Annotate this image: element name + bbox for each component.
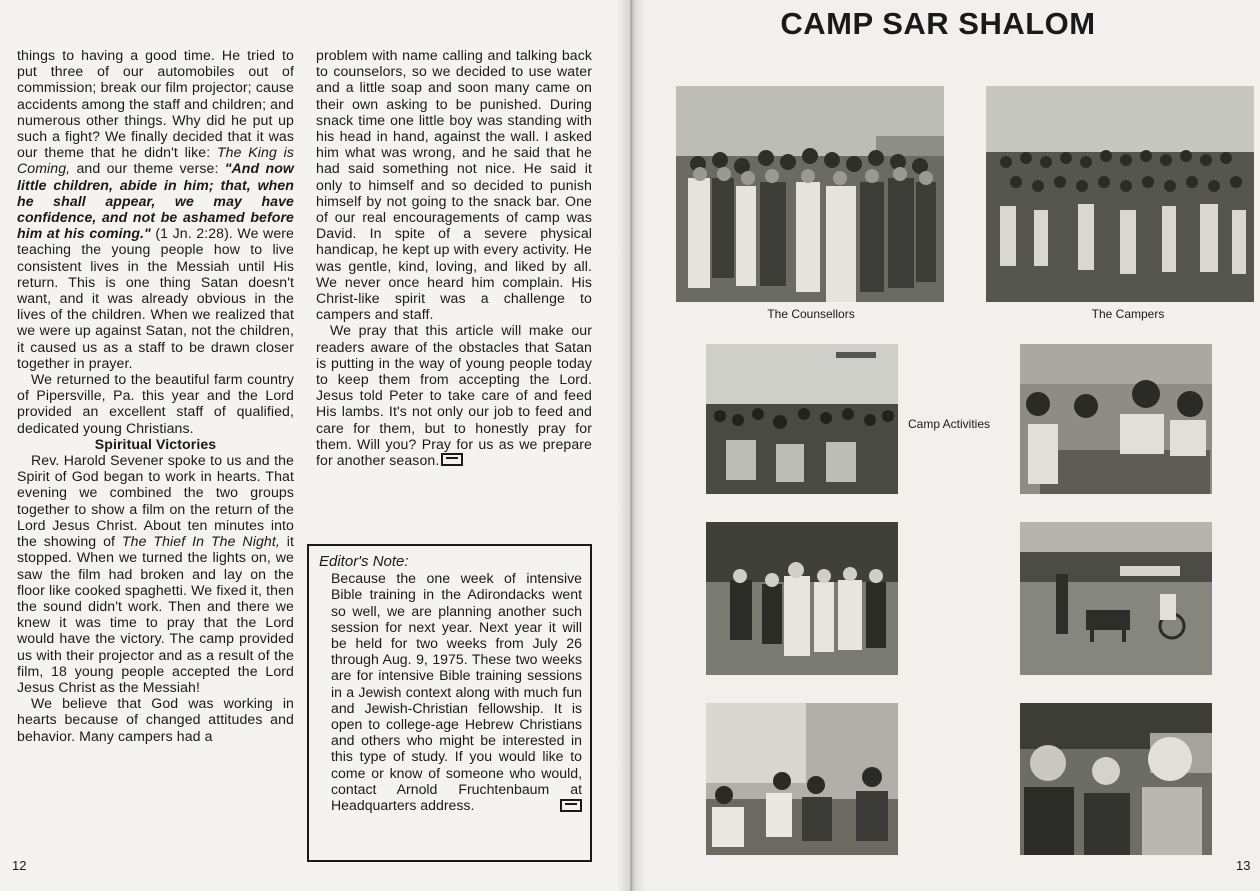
photo-campers — [986, 86, 1254, 302]
text-run: it stopped. When we turned the lights on, we saw the film had broken and lay on the floor like cooked spaghetti. We fixed it, then the sound didn't work. Then and there we knew it was time to pray that the Lord would have the victory. The camp provided us with their projector and as a result of the film, 18 young people accepted the Lord Jesus Christ as the Messiah! — [17, 533, 294, 695]
photo-activity-group-outdoors — [706, 522, 898, 675]
photo-counsellors — [676, 86, 944, 302]
photo-activity-children-closeup — [1020, 703, 1212, 855]
column1-paragraph-3 — [17, 452, 294, 695]
photo-activity-pony-cart — [1020, 522, 1212, 675]
text-run: (1 Jn. 2:28). We were teaching the young people how to live consistent lives in the Messiah until His return. This is one thing Satan doesn't want, and it was already obvious in the lives of the children. When we realized that we were up against Satan, not the children, it caused us as a staff to be drawn closer together in prayer. — [17, 225, 294, 371]
article-column-1 — [17, 47, 294, 744]
text-run: Because the one week of intensive Bible training in the Adirondacks went so well, we are planning another such session for next year. Next year it will be held for two weeks from July 26 through Aug. 9, 1975. These two weeks are for intensive Bible training sessions in a Jewish context along with much fun and Jewish-Christian fellowship. It is open to college-age Hebrew Christians and others who might be interested in this type of study. If you would like to come or know of someone who would, contact Arnold Fruchtenbaum at Headquarters address. — [331, 570, 582, 814]
caption-campers: The Campers — [1091, 307, 1165, 321]
column2-paragraph-2 — [316, 322, 592, 468]
column1-paragraph-4: We believe that God was working in hearts because of changed attitudes and behavior. Many campers had a — [17, 695, 294, 744]
caption-camp-activities: Camp Activities — [908, 417, 991, 431]
end-mark-icon — [560, 799, 582, 812]
column1-paragraph-1 — [17, 47, 294, 371]
photo-activity-kids-tables — [706, 703, 898, 855]
end-mark-icon — [441, 453, 463, 466]
editors-note-title: Editor's Note: — [319, 553, 409, 570]
editors-note-box — [307, 544, 592, 862]
theme-verse: "And now little children, abide in him; that, when he shall appear, we may have confidence, and not be ashamed before him at his coming." — [17, 160, 294, 242]
text-run: Rev. Harold Sevener spoke to us and the Spirit of God began to work in hearts. That evening we combined the two groups together to show a film on the return of the Lord Jesus Christ. About ten minutes into the showing of — [17, 452, 294, 550]
article-column-2 — [316, 47, 592, 468]
page-number-right: 13 — [1236, 858, 1251, 873]
photo-activity-dining-hall — [706, 344, 898, 494]
editors-note-body — [331, 570, 582, 813]
column1-paragraph-2: We returned to the beautiful farm country of Pipersville, Pa. this year and the Lord provided an excellent staff of qualified, dedicated young Christians. — [17, 371, 294, 436]
column2-paragraph-1: problem with name calling and talking back to counselors, so we decided to use water and a little soap and soon many came on their own asking to be punished. During snack time one little boy was standing with his head in hand, against the wall. I asked him what was wrong, and he said that he had said something not nice. He said it only to himself and so decided to punish himself by not going to the snack bar. One of our real encouragements of camp was David. In spite of a severe physical handicap, he kept up with every activity. He was gentle, kind, loving, and liked by all. We never once heard him complain. His Christ-like spirit was a challenge to campers and staff. — [316, 47, 592, 323]
theme-title: The King is Coming, — [17, 144, 294, 177]
text-run: and our theme verse: — [70, 160, 225, 177]
binding-gutter — [616, 0, 646, 891]
right-page — [632, 0, 1260, 891]
subheading-spiritual-victories: Spiritual Victories — [94, 435, 217, 452]
text-run: We pray that this article will make our readers aware of the obstacles that Satan is putting in the way of young people today to keep them from accepting the Lord. Jesus told Peter to take care of and feed His lambs. It's not only our job to feed and care for them, but to honestly pray for them. Will you? Pray for us as we prepare for another season. — [316, 322, 592, 469]
page-number-left: 12 — [12, 858, 27, 873]
film-title: The Thief In The Night, — [121, 533, 280, 550]
text-run: things to having a good time. He tried to put three of our automobiles out of commission; break our film projector; cause accidents among the staff and children; and numerous other things. Why did he put up such a fight? We finally decided that it was our theme that he didn't like: — [17, 47, 294, 161]
caption-counsellors: The Counsellors — [767, 307, 855, 321]
photo-activity-table — [1020, 344, 1212, 494]
page-title: CAMP SAR SHALOM — [780, 6, 1096, 41]
